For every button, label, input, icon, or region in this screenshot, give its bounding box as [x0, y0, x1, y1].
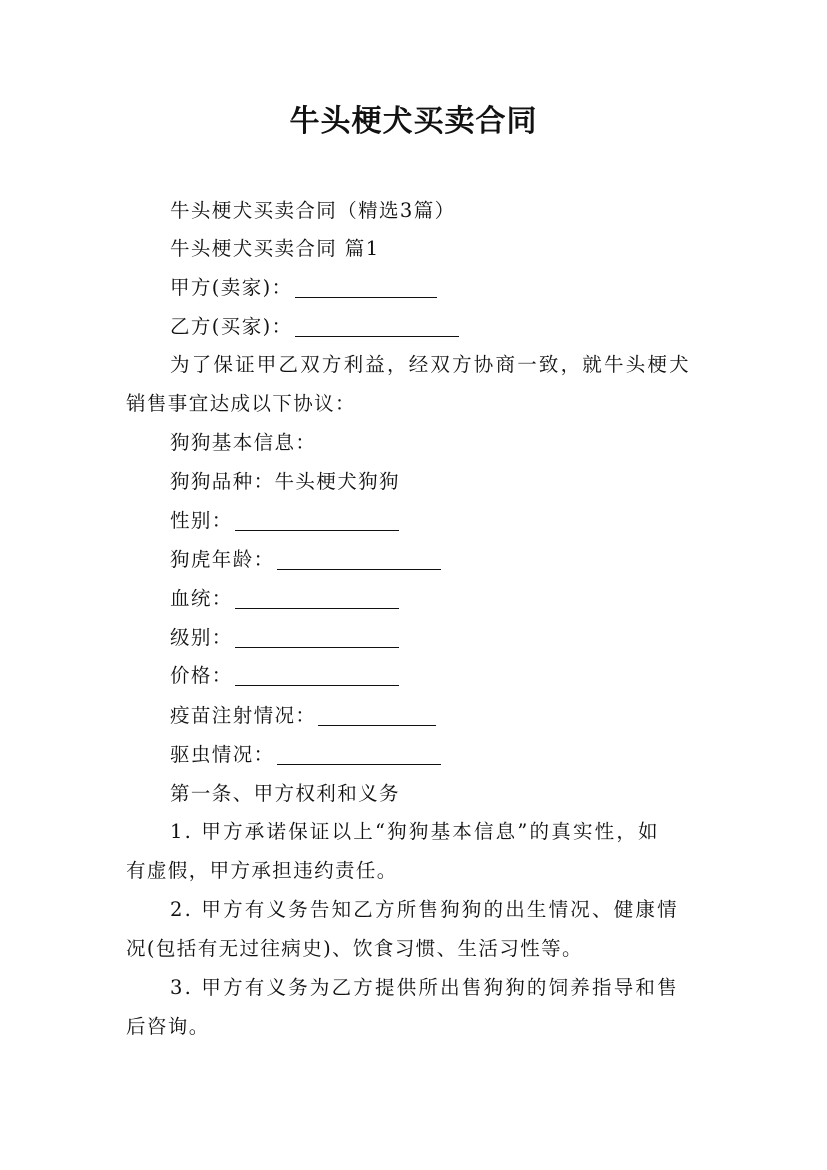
bloodline-label: 血统：	[170, 587, 233, 610]
gender-line	[170, 502, 399, 540]
clause-1-line-1: 1. 甲方承诺保证以上“狗狗基本信息”的真实性，如	[170, 820, 660, 843]
clause-2-line-1: 2. 甲方有义务告知乙方所售狗狗的出生情况、健康情	[170, 898, 679, 921]
price-blank[interactable]	[235, 665, 399, 686]
party-b-label: 乙方(买家)：	[170, 315, 293, 338]
breed-line: 狗狗品种：牛头梗犬狗狗	[170, 470, 400, 493]
clause-2-line-2: 况(包括有无过往病史)、饮食习惯、生活习性等。	[126, 937, 583, 960]
grade-blank[interactable]	[235, 627, 399, 648]
vaccine-line	[170, 697, 436, 735]
section-heading: 牛头梗犬买卖合同 篇1	[170, 237, 380, 260]
deworm-label: 驱虫情况：	[170, 743, 275, 766]
price-label: 价格：	[170, 664, 233, 687]
party-a-blank[interactable]	[295, 277, 437, 298]
age-line	[170, 541, 441, 579]
deworm-blank[interactable]	[277, 744, 441, 765]
subtitle: 牛头梗犬买卖合同（精选3篇）	[170, 199, 456, 222]
party-a-line	[170, 269, 437, 307]
bloodline-line	[170, 580, 399, 618]
price-line	[170, 657, 399, 695]
deworm-line	[170, 736, 441, 774]
clause-3-line-1: 3. 甲方有义务为乙方提供所出售狗狗的饲养指导和售	[170, 976, 679, 999]
grade-line	[170, 619, 399, 657]
clause-1-line-2: 有虚假，甲方承担违约责任。	[126, 859, 398, 882]
document-title: 牛头梗犬买卖合同	[289, 104, 538, 139]
article-1-heading: 第一条、甲方权利和义务	[170, 782, 400, 805]
age-blank[interactable]	[277, 549, 441, 570]
bloodline-blank[interactable]	[235, 588, 399, 609]
party-b-line	[170, 308, 459, 346]
clause-3-line-2: 后咨询。	[126, 1015, 210, 1038]
age-label: 狗虎年龄：	[170, 548, 275, 571]
vaccine-blank[interactable]	[318, 705, 436, 726]
dog-info-heading: 狗狗基本信息：	[170, 431, 317, 454]
gender-label: 性别：	[170, 509, 233, 532]
vaccine-label: 疫苗注射情况：	[170, 704, 317, 727]
grade-label: 级别：	[170, 626, 233, 649]
intro-line-1: 为了保证甲乙双方利益，经双方协商一致，就牛头梗犬	[170, 353, 691, 376]
party-b-blank[interactable]	[295, 316, 459, 337]
party-a-label: 甲方(卖家)：	[170, 276, 293, 299]
intro-line-2: 销售事宜达成以下协议：	[126, 392, 356, 415]
gender-blank[interactable]	[235, 510, 399, 531]
